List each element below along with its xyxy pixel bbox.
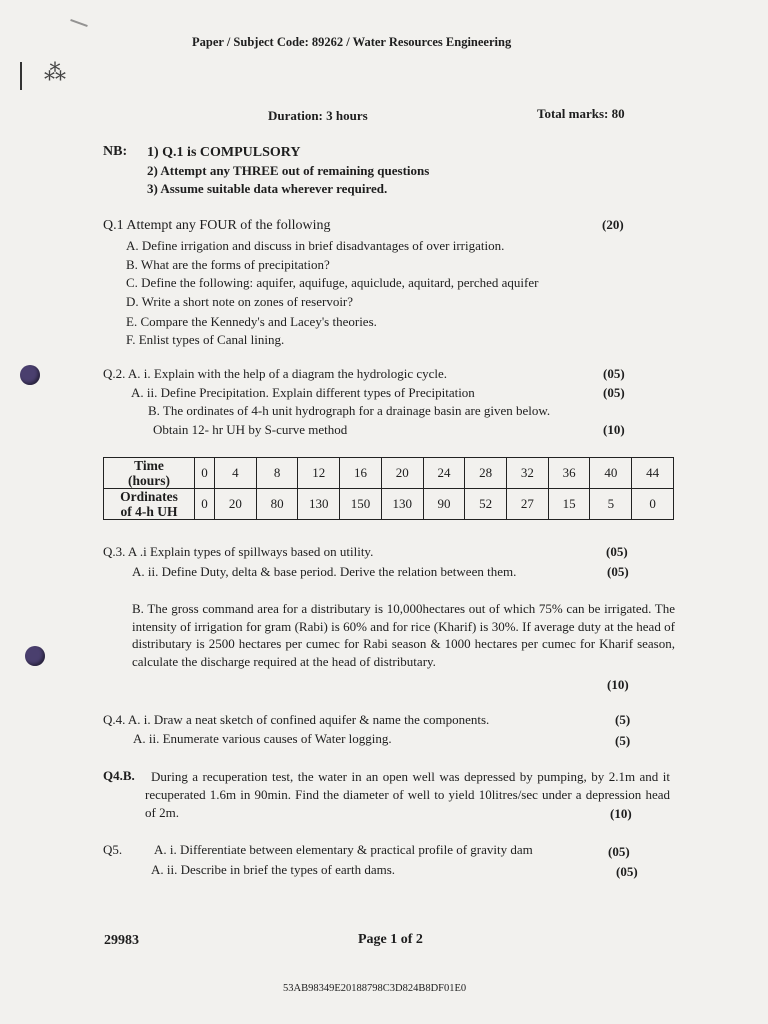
nb-item: 2) Attempt any THREE out of remaining questions bbox=[147, 163, 430, 178]
q2-a1-marks: (05) bbox=[603, 366, 625, 381]
table-header-time: Time (hours) bbox=[104, 458, 195, 489]
table-cell: 5 bbox=[590, 489, 632, 520]
q5-a1: A. i. Differentiate between elementary & practical profile of gravity dam bbox=[154, 842, 533, 857]
q5-label: Q5. bbox=[103, 842, 123, 857]
q2-b-line2: Obtain 12- hr UH by S-curve method bbox=[153, 422, 348, 437]
table-cell: 12 bbox=[298, 458, 340, 489]
q4-a2: A. ii. Enumerate various causes of Water logging. bbox=[133, 731, 392, 746]
q1-item: F. Enlist types of Canal lining. bbox=[126, 332, 285, 347]
table-cell: 90 bbox=[423, 489, 465, 520]
table-header-ordinates: Ordinates of 4-h UH bbox=[104, 489, 195, 520]
q4-b-marks: (10) bbox=[610, 806, 632, 821]
table-cell: 0 bbox=[195, 489, 215, 520]
table-cell: 8 bbox=[256, 458, 298, 489]
q3-a2: A. ii. Define Duty, delta & base period. Derive the relation between them. bbox=[132, 564, 517, 579]
table-cell: 28 bbox=[465, 458, 507, 489]
q1-item: E. Compare the Kennedy's and Lacey's theories. bbox=[126, 314, 377, 329]
unit-hydrograph-table bbox=[103, 457, 674, 520]
q4-b-label: Q4.B. bbox=[103, 768, 135, 783]
q1-item: D. Write a short note on zones of reservoir? bbox=[126, 294, 354, 309]
scribble-mark: ⁂ bbox=[44, 60, 66, 85]
q1-title: Q.1 Attempt any FOUR of the following bbox=[103, 218, 331, 233]
table-cell: 40 bbox=[590, 458, 632, 489]
q1-item: C. Define the following: aquifer, aquifuge, aquiclude, aquitard, perched aquifer bbox=[126, 275, 539, 290]
table-cell: 150 bbox=[340, 489, 382, 520]
q5-a2: A. ii. Describe in brief the types of earth dams. bbox=[151, 862, 396, 877]
table-cell: 20 bbox=[215, 489, 257, 520]
table-cell: 4 bbox=[215, 458, 257, 489]
q2-a2: A. ii. Define Precipitation. Explain different types of Precipitation bbox=[131, 385, 475, 400]
q2-b-marks: (10) bbox=[603, 422, 625, 437]
table-cell: 20 bbox=[381, 458, 423, 489]
footer-page: Page 1 of 2 bbox=[358, 932, 423, 947]
q4-a1-marks: (5) bbox=[615, 712, 631, 727]
q4-a1: Q.4. A. i. Draw a neat sketch of confined aquifer & name the components. bbox=[103, 712, 490, 727]
q4-b-text: During a recuperation test, the water in an open well was depressed by pumping, by 2.1m and it recuperated 1.6m in 90min. Find the diameter of well to yield 10litres/sec under a depression head of 2m. bbox=[145, 769, 670, 820]
q3-b-marks: (10) bbox=[607, 677, 629, 692]
punch-hole bbox=[20, 365, 40, 385]
q4-a2-marks: (5) bbox=[615, 733, 631, 748]
nb-label: NB: bbox=[103, 144, 128, 159]
q3-a2-marks: (05) bbox=[607, 564, 629, 579]
q3-a1-marks: (05) bbox=[606, 544, 628, 559]
total-marks: Total marks: 80 bbox=[537, 106, 625, 121]
nb-item: 1) Q.1 is COMPULSORY bbox=[147, 145, 301, 160]
scan-mark bbox=[70, 19, 88, 27]
duration: Duration: 3 hours bbox=[268, 108, 368, 123]
table-cell: 80 bbox=[256, 489, 298, 520]
punch-hole bbox=[25, 646, 45, 666]
table-cell: 0 bbox=[195, 458, 215, 489]
q1-item: A. Define irrigation and discuss in brief disadvantages of over irrigation. bbox=[126, 238, 505, 253]
q5-a1-marks: (05) bbox=[608, 844, 630, 859]
nb-item: 3) Assume suitable data wherever required. bbox=[147, 181, 388, 196]
q1-item: B. What are the forms of precipitation? bbox=[126, 257, 330, 272]
table-row-ordinates bbox=[104, 489, 674, 520]
q2-a1: Q.2. A. i. Explain with the help of a diagram the hydrologic cycle. bbox=[103, 366, 448, 381]
paper-title: Paper / Subject Code: 89262 / Water Resources Engineering bbox=[192, 35, 512, 49]
footer-code: 29983 bbox=[104, 933, 139, 948]
table-cell: 130 bbox=[298, 489, 340, 520]
table-cell: 130 bbox=[381, 489, 423, 520]
table-cell: 0 bbox=[632, 489, 674, 520]
q3-a1: Q.3. A .i Explain types of spillways based on utility. bbox=[103, 544, 374, 559]
table-cell: 52 bbox=[465, 489, 507, 520]
table-cell: 16 bbox=[340, 458, 382, 489]
table-cell: 24 bbox=[423, 458, 465, 489]
footer-hash: 53AB98349E20188798C3D824B8DF01E0 bbox=[283, 983, 467, 994]
q5-a2-marks: (05) bbox=[616, 864, 638, 879]
table-row-time bbox=[104, 458, 674, 489]
table-cell: 44 bbox=[632, 458, 674, 489]
table-cell: 27 bbox=[507, 489, 549, 520]
table-cell: 15 bbox=[548, 489, 590, 520]
q2-a2-marks: (05) bbox=[603, 385, 625, 400]
q1-marks: (20) bbox=[602, 217, 624, 232]
margin-line-mark bbox=[20, 62, 22, 90]
q3-b-text: B. The gross command area for a distributary is 10,000hectares out of which 75% can be irrigated. The intensity of irrigation for gram (Rabi) is 60% and for rice (Kharif) is 30%. If average duty at the head of distributary is 2500 hectares per cumec for Rabi season & 1000 hectares per cumec for Kharif season, calculate the discharge required at the head of distributary. bbox=[132, 601, 675, 669]
table-cell: 32 bbox=[507, 458, 549, 489]
q2-b-line1: B. The ordinates of 4-h unit hydrograph for a drainage basin are given below. bbox=[148, 403, 551, 418]
table-cell: 36 bbox=[548, 458, 590, 489]
